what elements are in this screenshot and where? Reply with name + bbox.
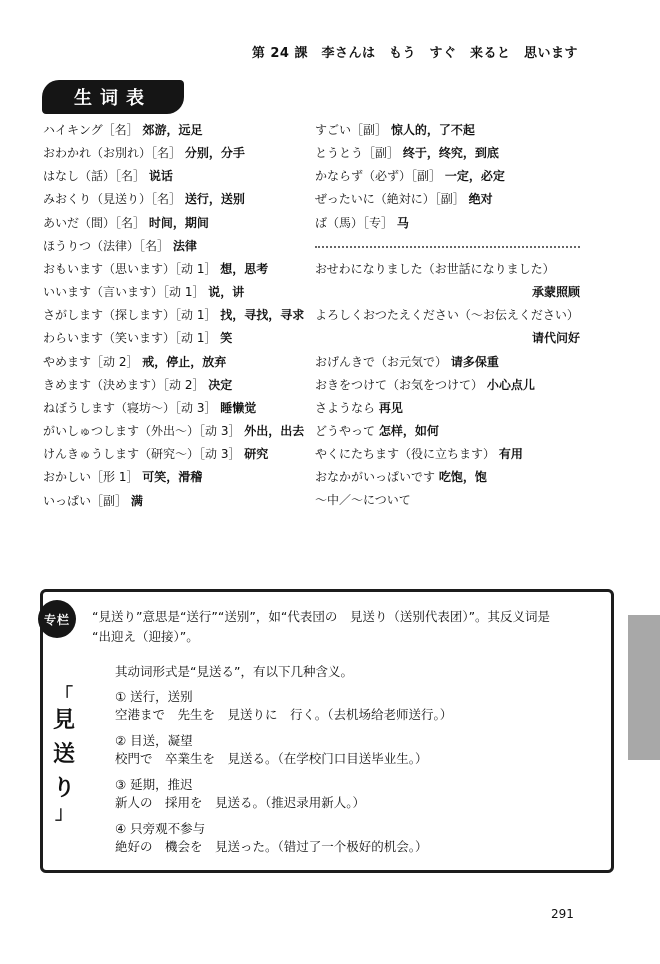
side-title-char: り	[52, 776, 75, 801]
column-side-title	[50, 685, 78, 824]
vocab-entry	[43, 258, 305, 281]
side-title-bracket-close: 」	[55, 803, 73, 824]
usage-example: 絶好の 機会を 見送った。（错过了一个极好的机会。）	[115, 839, 428, 854]
vocab-entry	[43, 327, 305, 350]
phrase-zh: 有用	[498, 447, 523, 462]
vocab-entry	[43, 374, 305, 397]
vocab-entry	[315, 212, 580, 235]
vocab-jp: はなし（話）［名］	[43, 169, 146, 184]
vocab-jp: ば（馬）［专］	[315, 215, 394, 230]
vocab-entry	[315, 165, 580, 188]
phrase-jp: よろしくおつたえください（～お伝えください）	[315, 308, 579, 323]
vocab-jp: ほうりつ（法律）［名］	[43, 238, 170, 253]
vocab-zh: 睡懒觉	[220, 400, 257, 415]
vocab-jp: ぜったいに（絶対に）［副］	[315, 192, 465, 207]
vocab-zh: 研究	[244, 447, 269, 462]
phrase-entry	[315, 397, 580, 420]
page-edge-tab	[628, 615, 660, 760]
vocab-zh: 送行，送别	[184, 192, 245, 207]
phrase-zh: 请代问好	[531, 331, 580, 346]
vocab-entry	[43, 281, 305, 304]
vocab-jp: ねぼうします（寝坊～）［动 3］	[43, 400, 217, 415]
usage-item	[115, 820, 428, 856]
usage-example: 空港まで 先生を 見送りに 行く。（去机场给老师送行。）	[115, 707, 453, 722]
vocab-zh: 找，寻找，寻求	[220, 308, 305, 323]
column-intro-line: “見送り”意思是“送行”“送别”，如“代表団の 見送り（送别代表团）”。其反义词是	[92, 609, 551, 624]
vocab-jp: おわかれ（お別れ）［名］	[43, 146, 182, 161]
phrase-entry	[315, 420, 580, 443]
phrase-zh: 吃饱，饱	[438, 470, 487, 485]
usage-title: ③ 延期，推迟	[115, 777, 193, 792]
vocab-zh: 说话	[148, 169, 173, 184]
vocab-entry	[43, 142, 305, 165]
vocab-jp: かならず（必ず）［副］	[315, 169, 442, 184]
usage-title: ② 目送，凝望	[115, 733, 193, 748]
vocab-entry	[43, 188, 305, 211]
usage-title: ④ 只旁观不参与	[115, 821, 206, 836]
vocab-jp: いっぱい［副］	[43, 493, 128, 508]
side-title-char: 見	[52, 708, 75, 733]
vocab-zh: 一定，必定	[444, 169, 505, 184]
vocab-entry	[43, 235, 305, 258]
phrase-entry	[315, 327, 580, 350]
column-sub-intro: 其动词形式是“見送る”，有以下几种含义。	[115, 664, 353, 679]
usage-item	[115, 776, 365, 812]
vocab-jp: けんきゅうします（研究～）［动 3］	[43, 447, 241, 462]
vocab-jp: きめます（決めます）［动 2］	[43, 377, 205, 392]
vocab-zh: 终于，终究，到底	[402, 146, 499, 161]
phrase-jp: おげんきで（お元気で）	[315, 354, 448, 369]
usage-title: ① 送行，送别	[115, 689, 193, 704]
phrase-zh: 请多保重	[450, 354, 499, 369]
vocab-entry	[43, 397, 305, 420]
usage-example: 校門で 卒業生を 見送る。（在学校门口目送毕业生。）	[115, 751, 428, 766]
vocab-jp: わらいます（笑います）［动 1］	[43, 331, 217, 346]
vocab-title: 生词表	[42, 80, 184, 114]
phrase-zh: 再见	[378, 400, 403, 415]
column-intro	[92, 607, 592, 647]
vocab-zh: 说，讲	[208, 285, 245, 300]
phrase-jp: おなかがいっぱいです	[315, 470, 436, 485]
phrase-entry	[315, 489, 580, 512]
phrase-zh: 怎样，如何	[378, 424, 439, 439]
dotted-divider	[315, 235, 580, 258]
vocab-jp: がいしゅつします（外出～）［动 3］	[43, 424, 241, 439]
vocab-zh: 马	[396, 215, 409, 230]
vocab-entry	[43, 119, 305, 142]
vocab-jp: さがします（探します）［动 1］	[43, 308, 217, 323]
vocab-jp: すごい［副］	[315, 123, 388, 137]
vocab-zh: 法律	[172, 238, 197, 253]
phrase-jp: おきをつけて（お気をつけて）	[315, 377, 484, 392]
vocab-zh: 决定	[208, 377, 233, 392]
vocab-jp: みおくり（見送り）［名］	[43, 192, 182, 207]
vocab-zh: 可笑，滑稽	[142, 470, 203, 485]
running-header: 第 24 課 李さんは もう すぐ 来ると 思います	[251, 46, 578, 61]
phrase-jp: やくにたちます（役に立ちます）	[315, 447, 496, 462]
vocab-jp: あいだ（間）［名］	[43, 215, 146, 230]
vocab-zh: 满	[130, 493, 143, 508]
vocab-entry	[43, 165, 305, 188]
vocab-zh: 郊游，远足	[142, 123, 203, 137]
vocab-entry	[43, 420, 305, 443]
phrase-zh: 小心点儿	[486, 377, 535, 392]
vocab-left-column	[43, 119, 305, 513]
vocab-entry	[43, 212, 305, 235]
vocab-zh: 外出，出去	[244, 424, 305, 439]
vocab-zh: 分别，分手	[184, 146, 245, 161]
phrase-entry	[315, 258, 580, 281]
vocab-entry	[43, 351, 305, 374]
phrase-jp: さようなら	[315, 400, 376, 415]
phrase-entry	[315, 351, 580, 374]
phrase-entry	[315, 374, 580, 397]
vocab-zh: 想，思考	[220, 261, 269, 276]
vocab-jp: やめます［动 2］	[43, 354, 139, 369]
phrase-entry	[315, 443, 580, 466]
side-title-char: 送	[52, 742, 75, 767]
vocab-entry	[43, 443, 305, 466]
vocab-right-column	[315, 119, 580, 513]
vocab-jp: とうとう［副］	[315, 146, 400, 161]
vocab-zh: 笑	[220, 331, 233, 346]
phrase-zh: 承蒙照顾	[531, 285, 580, 300]
page-number: 291	[551, 907, 574, 921]
vocab-jp: おかしい［形 1］	[43, 470, 139, 485]
side-title-bracket-open: 「	[55, 685, 73, 706]
column-badge: 专栏	[38, 600, 76, 638]
phrase-jp: おせわになりました（お世話になりました）	[315, 261, 555, 276]
vocab-entry	[43, 466, 305, 489]
column-intro-line: “出迎え（迎接）”。	[92, 629, 199, 644]
phrase-entry	[315, 304, 580, 327]
vocab-zh: 绝对	[468, 192, 493, 207]
usage-example: 新人の 採用を 見送る。（推迟录用新人。）	[115, 795, 366, 810]
usage-item	[115, 732, 428, 768]
phrase-jp: どうやって	[315, 424, 376, 439]
vocab-zh: 戒，停止，放弃	[142, 354, 227, 369]
phrase-entry	[315, 466, 580, 489]
vocab-jp: おもいます（思います）［动 1］	[43, 261, 217, 276]
vocab-jp: いいます（言います）［动 1］	[43, 285, 205, 300]
phrase-jp: ～中／～について	[315, 493, 411, 508]
vocab-entry	[43, 304, 305, 327]
phrase-entry	[315, 281, 580, 304]
usage-item	[115, 688, 452, 724]
vocab-entry	[315, 119, 580, 142]
vocab-jp: ハイキング［名］	[43, 123, 139, 137]
vocab-entry	[315, 188, 580, 211]
vocab-entry	[43, 490, 305, 513]
vocab-zh: 时间，期间	[148, 215, 209, 230]
vocab-zh: 惊人的，了不起	[390, 123, 475, 137]
vocab-entry	[315, 142, 580, 165]
